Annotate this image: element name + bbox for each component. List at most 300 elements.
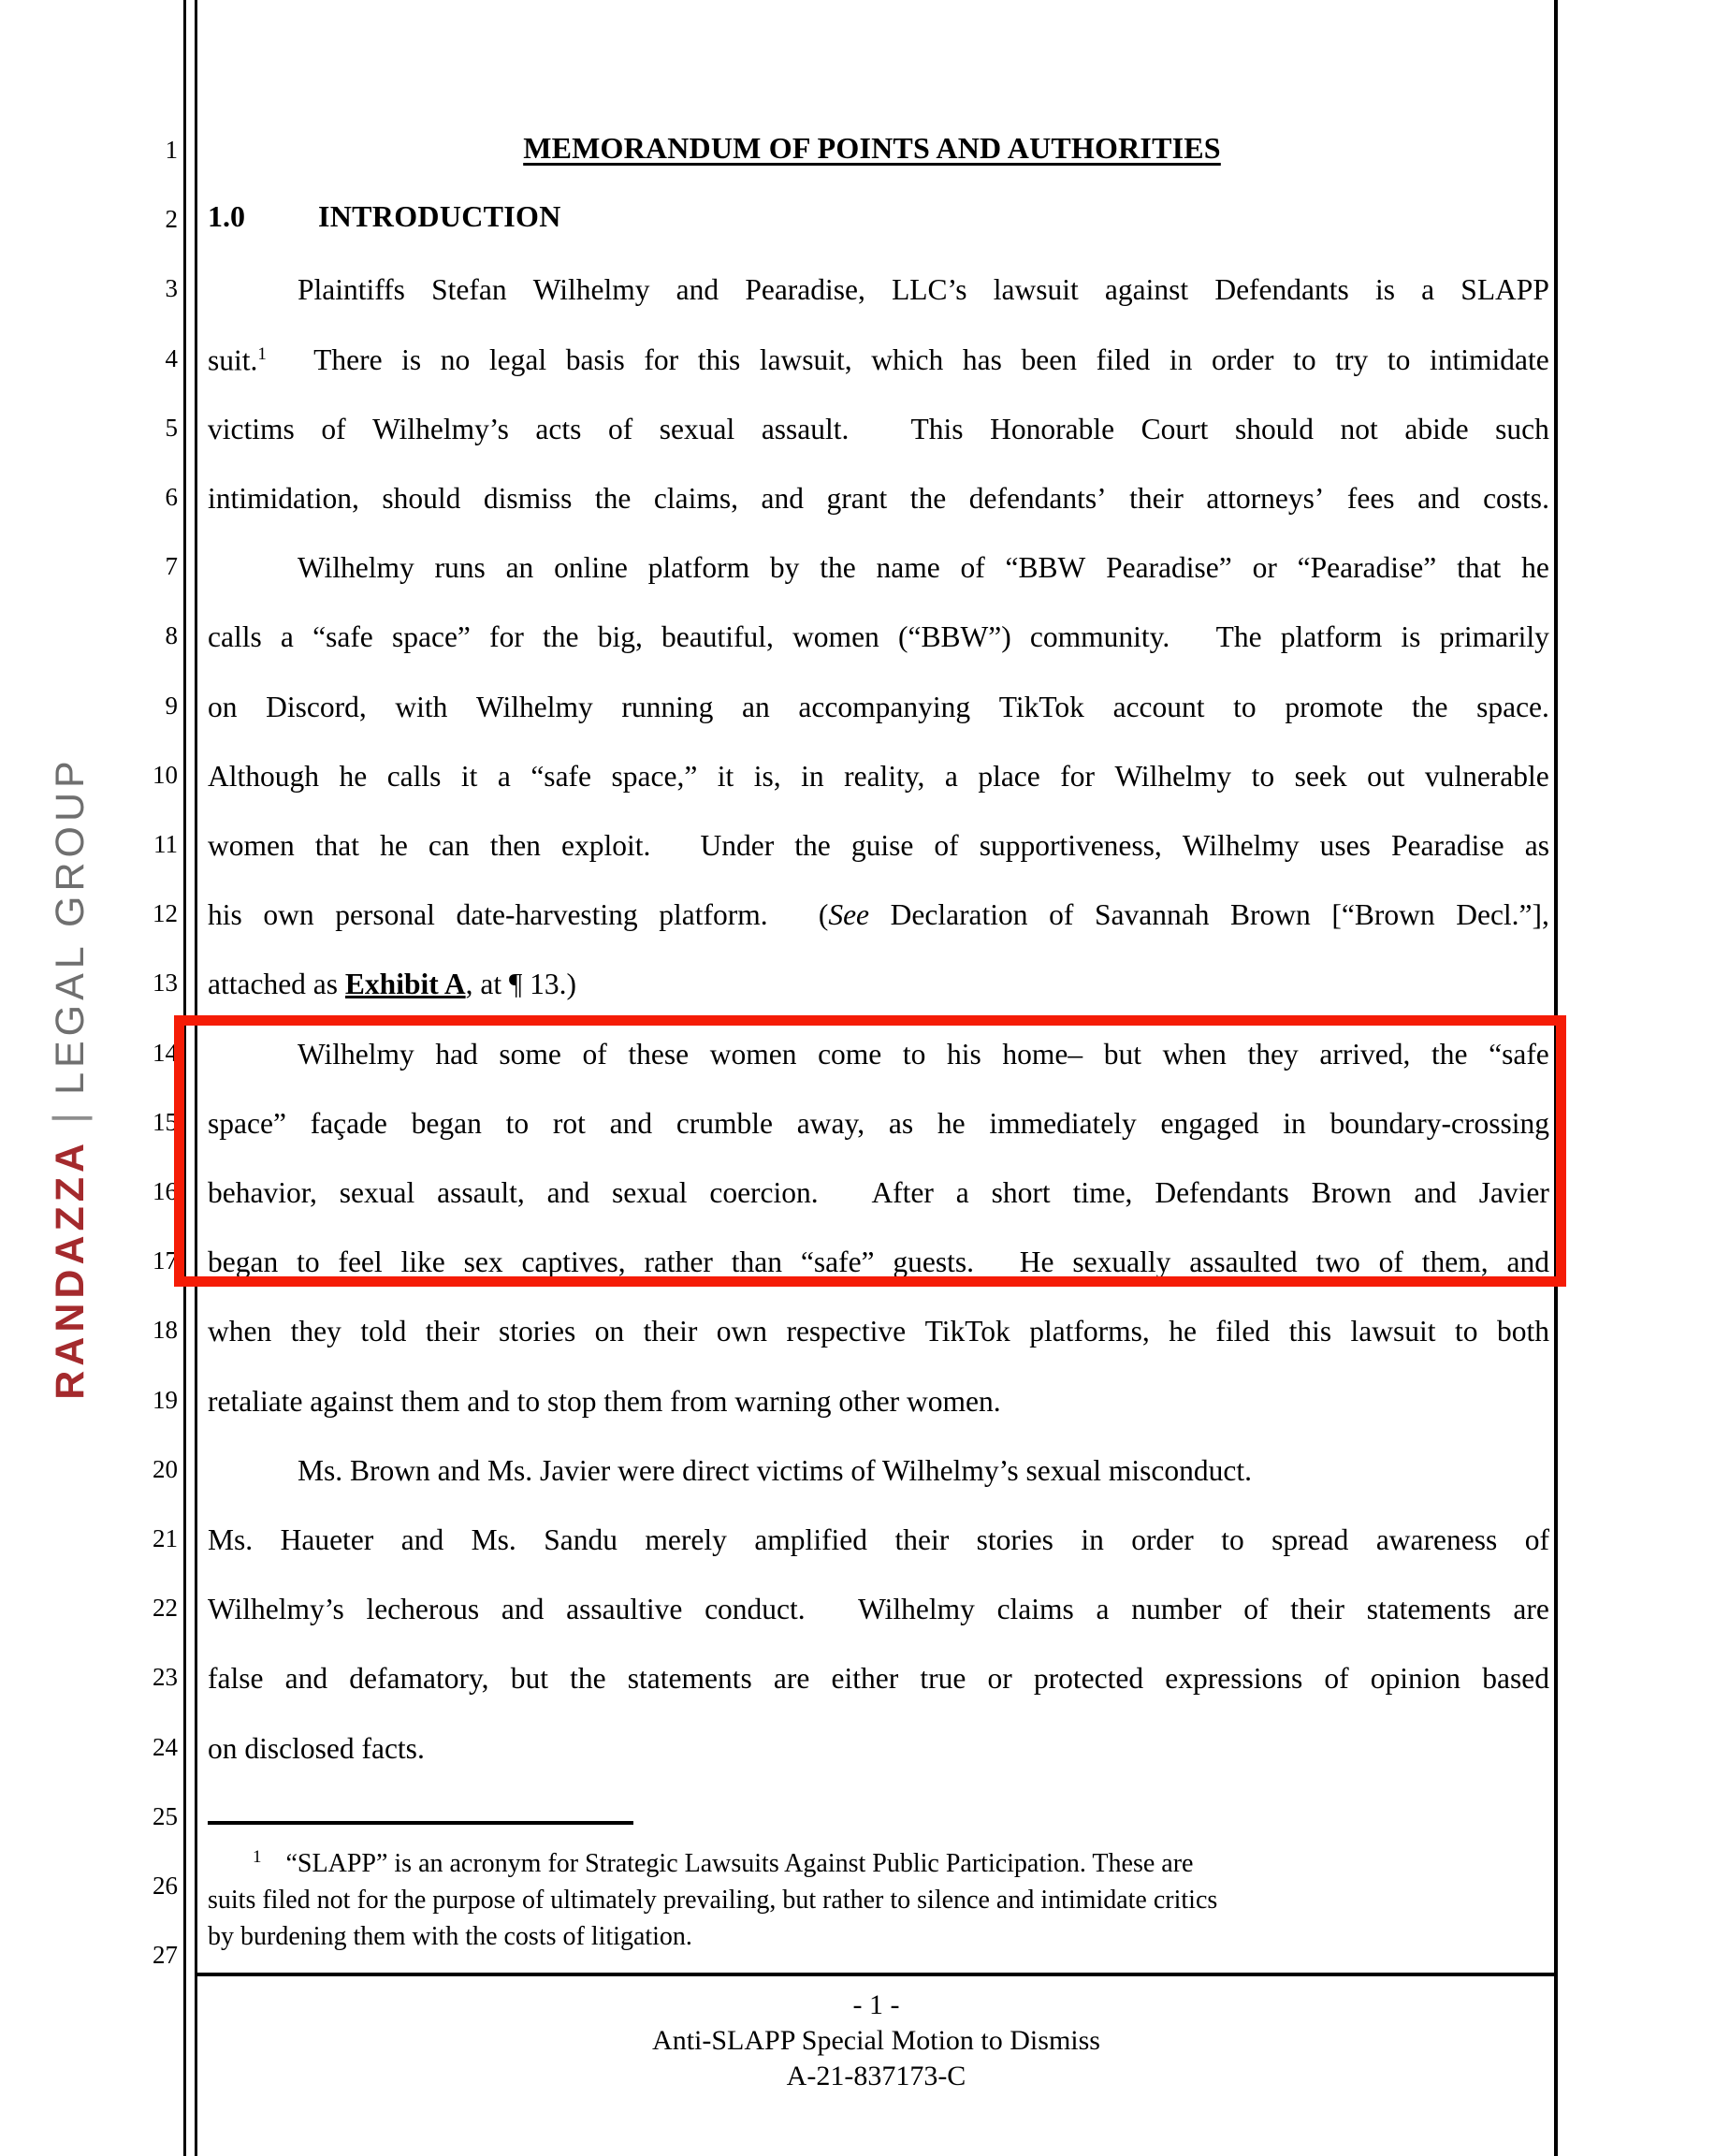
word bbox=[208, 692, 238, 722]
line-number: 16 bbox=[153, 1177, 178, 1205]
word bbox=[547, 1178, 589, 1208]
body-text-line bbox=[208, 900, 1549, 930]
body-text-line bbox=[208, 831, 1549, 861]
text-run: a bbox=[944, 759, 958, 793]
text-run: but bbox=[510, 1662, 548, 1696]
line-content bbox=[208, 412, 1549, 445]
text-run: is bbox=[1401, 620, 1421, 654]
sentence-gap bbox=[286, 345, 295, 375]
text-run: dismiss bbox=[483, 482, 573, 515]
word bbox=[1460, 275, 1549, 305]
word bbox=[871, 1178, 933, 1208]
word bbox=[533, 275, 650, 305]
exhibit-reference: Exhibit A bbox=[344, 968, 466, 1001]
text-run: ( bbox=[818, 898, 829, 932]
text-run: “safe bbox=[1489, 1037, 1549, 1071]
word bbox=[700, 831, 774, 861]
word bbox=[1404, 412, 1469, 445]
word bbox=[893, 1247, 974, 1277]
word bbox=[429, 831, 470, 861]
text-run: statements bbox=[627, 1662, 752, 1696]
text-run: arrived, bbox=[1319, 1037, 1411, 1071]
word bbox=[1479, 1178, 1549, 1208]
body-text-line bbox=[208, 759, 1549, 793]
text-run: by bbox=[769, 551, 800, 585]
word bbox=[1060, 759, 1095, 793]
line-number: 5 bbox=[165, 413, 178, 442]
word bbox=[285, 1664, 327, 1694]
text-run: which bbox=[871, 342, 944, 376]
word bbox=[980, 831, 1162, 861]
text-run: of bbox=[960, 551, 985, 585]
word bbox=[208, 622, 262, 652]
text-run: of bbox=[1049, 898, 1074, 932]
word bbox=[1331, 900, 1434, 930]
word bbox=[1160, 1106, 1259, 1140]
text-run: façade bbox=[310, 1106, 387, 1140]
word bbox=[1221, 1525, 1244, 1555]
text-run: Defendants bbox=[1214, 273, 1349, 307]
text-run: the bbox=[543, 620, 579, 654]
body-text-line bbox=[208, 1384, 1549, 1418]
text-run: Wilhelmy’s bbox=[208, 1593, 344, 1626]
word bbox=[1006, 553, 1086, 583]
word bbox=[962, 342, 1002, 376]
word bbox=[435, 553, 486, 583]
word bbox=[1169, 342, 1193, 376]
word bbox=[313, 342, 383, 376]
text-run: with bbox=[395, 690, 448, 723]
word bbox=[1401, 622, 1420, 652]
word bbox=[582, 1037, 607, 1071]
word bbox=[892, 275, 967, 305]
text-run: the bbox=[794, 829, 831, 862]
text-run: their bbox=[894, 1523, 950, 1556]
text-run: guests. bbox=[893, 1246, 975, 1279]
text-run: Brown bbox=[1311, 1176, 1392, 1209]
text-run: stories bbox=[498, 1315, 576, 1348]
word bbox=[894, 1525, 949, 1555]
word bbox=[827, 484, 888, 514]
text-run: home– bbox=[1002, 1037, 1083, 1071]
word bbox=[1489, 1037, 1549, 1071]
word bbox=[1243, 1595, 1268, 1624]
text-run: he bbox=[1521, 551, 1549, 585]
word bbox=[820, 553, 855, 583]
word bbox=[1029, 1317, 1150, 1347]
word bbox=[366, 1595, 479, 1624]
word bbox=[1422, 1247, 1489, 1277]
word bbox=[944, 759, 958, 793]
word bbox=[831, 1664, 898, 1694]
text-run: Wilhelmy bbox=[858, 1593, 975, 1626]
text-run: in bbox=[801, 759, 824, 793]
text-run: vulnerable bbox=[1424, 759, 1549, 793]
text-run: defamatory, bbox=[349, 1662, 489, 1696]
text-run: is, bbox=[753, 759, 781, 793]
sentence-gap bbox=[876, 415, 884, 444]
text-run: “safe bbox=[312, 620, 373, 654]
line-number: 21 bbox=[153, 1524, 178, 1552]
word bbox=[1169, 1317, 1197, 1347]
word bbox=[310, 1106, 387, 1140]
word bbox=[1525, 1525, 1549, 1555]
text-run: the bbox=[570, 1662, 606, 1696]
text-run: them, bbox=[1421, 1246, 1489, 1279]
line-content bbox=[208, 1247, 1549, 1277]
body-text-line bbox=[208, 622, 1549, 652]
text-run: as bbox=[1524, 829, 1549, 862]
word bbox=[1421, 275, 1434, 305]
text-run: and bbox=[761, 482, 804, 515]
word bbox=[1129, 484, 1184, 514]
word bbox=[208, 1106, 286, 1140]
word bbox=[819, 900, 869, 930]
text-run: both bbox=[1496, 1315, 1549, 1348]
text-run: has bbox=[962, 342, 1002, 376]
word bbox=[969, 484, 1107, 514]
word bbox=[1320, 831, 1371, 861]
word bbox=[1096, 342, 1151, 376]
word bbox=[937, 1106, 966, 1140]
text-run: spread bbox=[1271, 1523, 1349, 1556]
footer-page-marker: - 1 - bbox=[852, 1989, 900, 2020]
text-run: This bbox=[910, 412, 964, 445]
word bbox=[659, 412, 735, 445]
word bbox=[992, 1178, 1051, 1208]
text-run: Defendants bbox=[1155, 1176, 1289, 1209]
text-run: personal bbox=[335, 898, 435, 932]
text-run: or bbox=[1252, 551, 1277, 585]
word bbox=[1376, 1525, 1497, 1555]
text-run: platform. bbox=[659, 898, 768, 932]
text-run: of bbox=[1243, 1593, 1269, 1626]
word bbox=[1290, 1595, 1344, 1624]
line-content bbox=[298, 553, 1549, 583]
text-run: space” bbox=[208, 1106, 286, 1140]
word bbox=[659, 900, 767, 930]
sentence-gap bbox=[993, 1247, 1001, 1277]
text-run: Pearadise, bbox=[745, 273, 865, 307]
text-run: not bbox=[1340, 412, 1378, 445]
word bbox=[1247, 1037, 1299, 1071]
text-run: lawsuit bbox=[1350, 1315, 1436, 1348]
text-run: stories bbox=[976, 1523, 1053, 1556]
text-run: and bbox=[400, 1523, 444, 1556]
word bbox=[499, 1037, 561, 1071]
text-run: uses bbox=[1319, 829, 1371, 862]
word bbox=[1312, 1178, 1392, 1208]
line-number: 14 bbox=[153, 1038, 178, 1067]
text-run: claims, bbox=[653, 482, 739, 515]
word bbox=[1113, 692, 1205, 722]
word bbox=[1457, 553, 1501, 583]
word bbox=[497, 759, 511, 793]
text-run: and bbox=[284, 1662, 328, 1696]
word bbox=[1030, 622, 1170, 652]
word bbox=[1417, 484, 1460, 514]
word bbox=[934, 831, 958, 861]
text-run: seek bbox=[1294, 759, 1347, 793]
word bbox=[947, 1037, 981, 1071]
line-content bbox=[208, 1178, 1549, 1208]
line-content bbox=[208, 900, 1549, 930]
text-run: running bbox=[621, 690, 714, 723]
text-run: date-harvesting bbox=[456, 898, 638, 932]
word bbox=[349, 1664, 488, 1694]
text-run: in bbox=[1283, 1106, 1306, 1140]
line-content bbox=[208, 342, 1549, 377]
word bbox=[705, 1595, 806, 1624]
word bbox=[621, 692, 713, 722]
word bbox=[717, 759, 734, 793]
line-content bbox=[298, 1037, 1549, 1071]
word bbox=[395, 692, 447, 722]
text-run: statements bbox=[1366, 1593, 1491, 1626]
word bbox=[1081, 1525, 1104, 1555]
word bbox=[956, 1178, 969, 1208]
text-run: TikTok bbox=[924, 1315, 1010, 1348]
word bbox=[298, 275, 405, 305]
word bbox=[312, 622, 373, 652]
text-run: After bbox=[871, 1176, 934, 1209]
text-run: a bbox=[497, 759, 511, 793]
text-run: told bbox=[360, 1315, 407, 1348]
text-run: or bbox=[987, 1662, 1012, 1696]
line-content bbox=[208, 1106, 1549, 1140]
line-content bbox=[208, 692, 1549, 722]
body-text-line bbox=[208, 1731, 1549, 1765]
line-number: 10 bbox=[153, 760, 178, 789]
text-run: He bbox=[1019, 1246, 1054, 1279]
word bbox=[1367, 1595, 1491, 1624]
text-run: but bbox=[1103, 1037, 1142, 1071]
footer-separator-rule bbox=[195, 1973, 1558, 1976]
footnote-line bbox=[208, 1887, 1553, 1914]
line-number: 15 bbox=[153, 1107, 178, 1136]
word bbox=[1412, 692, 1447, 722]
word bbox=[1131, 1525, 1193, 1555]
word bbox=[988, 1664, 1012, 1694]
word bbox=[380, 831, 408, 861]
text-run: a bbox=[955, 1176, 969, 1209]
text-run: they bbox=[290, 1315, 341, 1348]
text-run: an bbox=[505, 551, 534, 585]
text-run: in bbox=[1169, 342, 1193, 376]
text-run: to bbox=[1221, 1523, 1244, 1556]
word bbox=[565, 342, 625, 376]
text-run: Wilhelmy bbox=[298, 1037, 414, 1071]
word bbox=[1391, 831, 1504, 861]
word bbox=[628, 1037, 690, 1071]
text-run: protected bbox=[1033, 1662, 1144, 1696]
word bbox=[1230, 900, 1311, 930]
sentence-gap bbox=[1188, 622, 1197, 652]
word bbox=[570, 1664, 605, 1694]
word bbox=[1319, 1037, 1411, 1071]
word bbox=[1216, 622, 1262, 652]
word bbox=[1002, 1037, 1083, 1071]
word bbox=[1234, 412, 1314, 445]
word bbox=[1049, 900, 1073, 930]
text-run: Pearadise bbox=[1390, 829, 1504, 862]
word bbox=[401, 1525, 443, 1555]
word bbox=[472, 1525, 516, 1555]
word bbox=[1189, 1247, 1297, 1277]
word bbox=[1103, 1037, 1142, 1071]
text-run: respective bbox=[786, 1315, 907, 1348]
text-run: big, bbox=[597, 620, 643, 654]
text-run: primarily bbox=[1439, 620, 1549, 654]
body-text-line bbox=[208, 1247, 1549, 1277]
text-run: space. bbox=[1476, 690, 1549, 723]
line-number: 11 bbox=[153, 830, 178, 858]
word bbox=[1340, 412, 1378, 445]
text-run: intimidation, bbox=[208, 482, 359, 515]
word bbox=[997, 1595, 1074, 1624]
text-run: when bbox=[208, 1315, 272, 1348]
line-content bbox=[208, 968, 576, 1000]
word bbox=[488, 342, 547, 376]
text-run: then bbox=[489, 829, 541, 862]
word bbox=[339, 759, 368, 793]
text-run: against bbox=[1104, 273, 1189, 307]
text-run: women bbox=[792, 620, 879, 654]
word bbox=[644, 1247, 712, 1277]
firm-name: RANDAZZA bbox=[47, 1138, 93, 1400]
word bbox=[1476, 692, 1549, 722]
text-run: attached as bbox=[208, 968, 345, 1001]
word bbox=[801, 759, 824, 793]
text-run: Wilhelmy bbox=[532, 273, 650, 307]
text-run: to bbox=[902, 1037, 926, 1071]
line-content bbox=[208, 1732, 425, 1765]
text-run: are bbox=[1513, 1593, 1549, 1626]
word bbox=[401, 1247, 445, 1277]
text-run: place bbox=[978, 759, 1040, 793]
text-run: filed bbox=[1215, 1315, 1271, 1348]
word bbox=[426, 1317, 480, 1347]
word bbox=[1440, 622, 1549, 652]
word bbox=[1298, 553, 1437, 583]
word bbox=[676, 275, 719, 305]
word bbox=[648, 553, 749, 583]
text-run: the bbox=[820, 551, 856, 585]
word bbox=[437, 1178, 525, 1208]
text-run: behavior, bbox=[208, 1176, 317, 1209]
word bbox=[411, 1106, 482, 1140]
word bbox=[1497, 1317, 1549, 1347]
body-text-line bbox=[208, 1453, 1549, 1487]
word bbox=[1495, 412, 1549, 445]
text-run: sexually bbox=[1072, 1246, 1171, 1279]
word bbox=[796, 1106, 865, 1140]
text-run: Pearadise” bbox=[1106, 551, 1232, 585]
word bbox=[732, 1247, 782, 1277]
word bbox=[1429, 342, 1549, 376]
footer-doc-title: Anti-SLAPP Special Motion to Dismiss bbox=[652, 2025, 1100, 2057]
word bbox=[1431, 1037, 1468, 1071]
text-run: of bbox=[1378, 1246, 1403, 1279]
text-run: Ms. bbox=[471, 1523, 516, 1556]
line-content bbox=[208, 759, 1549, 793]
word bbox=[291, 1317, 341, 1347]
word bbox=[1072, 1247, 1170, 1277]
word bbox=[490, 831, 541, 861]
text-run: that bbox=[1457, 551, 1502, 585]
text-run: guise bbox=[850, 829, 914, 862]
word bbox=[554, 553, 628, 583]
line-content bbox=[208, 484, 1549, 514]
word bbox=[1206, 484, 1324, 514]
word bbox=[431, 275, 506, 305]
text-run: exploit. bbox=[560, 829, 651, 862]
text-run: Court bbox=[1141, 412, 1209, 445]
body-text-line bbox=[208, 342, 1549, 377]
text-run: Haueter bbox=[280, 1523, 374, 1556]
word bbox=[1155, 1178, 1288, 1208]
text-run: legal bbox=[488, 342, 547, 376]
word bbox=[654, 484, 738, 514]
line-number: 6 bbox=[165, 483, 178, 511]
word bbox=[1324, 1664, 1348, 1694]
text-run: his bbox=[208, 898, 242, 932]
text-run: There bbox=[313, 342, 383, 376]
word bbox=[401, 342, 422, 376]
text-run: Discord, bbox=[266, 690, 367, 723]
word bbox=[535, 412, 582, 445]
word bbox=[661, 622, 774, 652]
word bbox=[717, 1317, 767, 1347]
text-run: began bbox=[208, 1246, 279, 1279]
word bbox=[1271, 1525, 1348, 1555]
word bbox=[1294, 759, 1347, 793]
word bbox=[1316, 1247, 1360, 1277]
text-run: to bbox=[297, 1246, 320, 1279]
text-run: and bbox=[609, 1106, 653, 1140]
word bbox=[611, 759, 698, 793]
pleading-rule-left-outer bbox=[183, 0, 186, 2156]
text-run: rather bbox=[644, 1246, 713, 1279]
word bbox=[1347, 484, 1395, 514]
text-run: sexual bbox=[659, 412, 735, 445]
text-run: either bbox=[831, 1662, 899, 1696]
page-footer bbox=[195, 1988, 1558, 2094]
word bbox=[1483, 484, 1549, 514]
text-run: costs. bbox=[1483, 482, 1549, 515]
word bbox=[595, 1317, 625, 1347]
line-number: 19 bbox=[153, 1385, 178, 1414]
text-run: boundary-crossing bbox=[1329, 1106, 1549, 1140]
text-run: to bbox=[1454, 1315, 1478, 1348]
line-number: 22 bbox=[153, 1594, 178, 1623]
text-run: their bbox=[1290, 1593, 1344, 1626]
body-text-line bbox=[208, 692, 1549, 722]
text-run: for bbox=[644, 342, 679, 376]
footer-case-number: A-21-837173-C bbox=[786, 2061, 966, 2092]
text-run: women bbox=[208, 829, 295, 862]
text-run: Declaration bbox=[890, 898, 1028, 932]
word bbox=[989, 1106, 1137, 1140]
word bbox=[208, 1525, 253, 1555]
line-content bbox=[298, 275, 1549, 305]
text-run: that bbox=[314, 829, 360, 862]
text-run: try bbox=[1335, 342, 1369, 376]
text-run: he bbox=[1169, 1315, 1197, 1348]
word bbox=[208, 831, 295, 861]
section-number: 1.0 bbox=[208, 199, 245, 233]
pleading-rule-right bbox=[1554, 0, 1558, 2156]
